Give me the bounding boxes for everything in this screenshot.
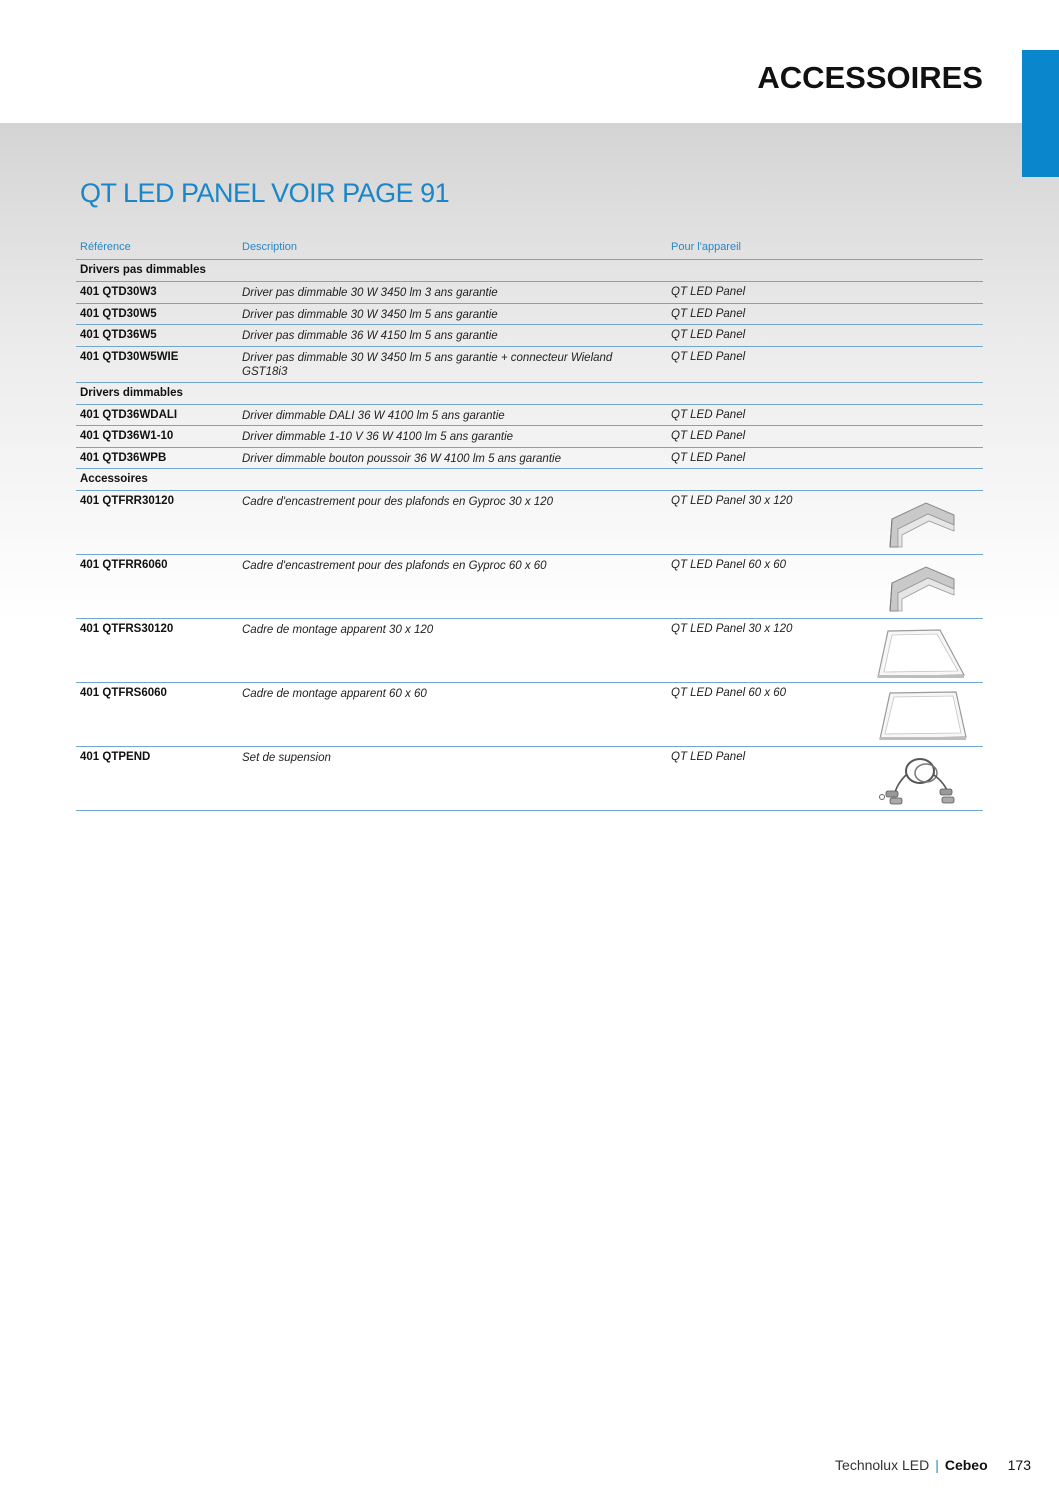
- column-header-device: Pour l'appareil: [671, 241, 741, 253]
- row-description: Set de supension: [242, 752, 331, 764]
- group-title: Drivers dimmables: [80, 386, 183, 399]
- row-description: Driver pas dimmable 30 W 3450 lm 5 ans garantie: [242, 308, 498, 321]
- row-description: Cadre de montage apparent 30 x 120: [242, 624, 434, 636]
- row-description: Driver pas dimmable 36 W 4150 lm 5 ans garantie: [242, 330, 498, 342]
- surface-frame-icon: [876, 689, 971, 744]
- table-row: [76, 405, 983, 427]
- page-footer: [835, 1457, 1031, 1473]
- row-description: Driver pas dimmable 30 W 3450 lm 3 ans garantie: [242, 287, 498, 299]
- row-reference: 401 QTFRS6060: [80, 687, 167, 699]
- group-header-drivers-dimmable: [76, 383, 983, 405]
- table-row: [76, 683, 983, 747]
- table-row: [76, 448, 983, 470]
- row-description: Driver dimmable bouton poussoir 36 W 4100 lm 5 ans garantie: [242, 452, 561, 465]
- footer-brand: Cebeo: [944, 1457, 988, 1473]
- row-device: QT LED Panel 30 x 120: [671, 495, 793, 507]
- section-title: QT LED PANEL VOIR PAGE 91: [80, 178, 450, 208]
- row-reference: 401 QTFRR6060: [80, 559, 168, 571]
- surface-frame-icon: [876, 625, 971, 680]
- row-description: Cadre d'encastrement pour des plafonds en Gyproc 30 x 120: [242, 496, 553, 508]
- row-device: QT LED Panel: [671, 307, 746, 320]
- row-reference: 401 QTD30W3: [80, 286, 157, 298]
- table-row: [76, 491, 983, 555]
- footer-series: Technolux LED: [835, 1457, 930, 1473]
- row-description: Driver dimmable DALI 36 W 4100 lm 5 ans garantie: [242, 409, 505, 422]
- page-number: 173: [1007, 1457, 1031, 1473]
- row-device: QT LED Panel: [671, 329, 746, 341]
- row-reference: 401 QTD30W5WIE: [80, 350, 179, 363]
- row-device: QT LED Panel 60 x 60: [671, 559, 787, 571]
- section-tab-marker: [1022, 50, 1059, 177]
- row-reference: 401 QTD36W1-10: [80, 430, 174, 442]
- row-device: QT LED Panel: [671, 350, 746, 363]
- group-header-drivers-non-dimmable: [76, 260, 983, 282]
- row-description: Driver pas dimmable 30 W 3450 lm 5 ans garantie + connecteur Wieland GST18i3: [242, 351, 613, 378]
- row-description: Cadre d'encastrement pour des plafonds en Gyproc 60 x 60: [242, 560, 547, 572]
- group-title: Drivers pas dimmables: [80, 264, 206, 276]
- row-reference: 401 QTD36W5: [80, 329, 157, 341]
- table-row: [76, 325, 983, 347]
- suspension-cable-icon: [876, 753, 971, 808]
- table-row: [76, 426, 983, 448]
- row-reference: 401 QTD30W5: [80, 307, 157, 320]
- table-row: [76, 347, 983, 383]
- row-device: QT LED Panel 30 x 120: [671, 623, 793, 635]
- recessed-frame-corner-icon: [876, 561, 971, 616]
- group-title: Accessoires: [80, 473, 148, 485]
- row-reference: 401 QTFRR30120: [80, 495, 174, 507]
- row-description: Driver dimmable 1-10 V 36 W 4100 lm 5 ans garantie: [242, 431, 514, 443]
- page-title: ACCESSOIRES: [757, 60, 983, 95]
- accessories-table: [76, 240, 983, 811]
- row-device: QT LED Panel: [671, 286, 746, 298]
- footer-separator: |: [935, 1457, 939, 1473]
- table-row: [76, 282, 983, 304]
- row-reference: 401 QTD36WDALI: [80, 408, 178, 421]
- table-row: [76, 747, 983, 811]
- row-device: QT LED Panel: [671, 451, 746, 464]
- row-reference: 401 QTFRS30120: [80, 623, 174, 635]
- column-header-description: Description: [242, 241, 298, 253]
- group-header-accessories: [76, 469, 983, 491]
- table-header: [76, 240, 983, 260]
- column-header-reference: Référence: [80, 241, 131, 253]
- table-row: [76, 304, 983, 326]
- table-row: [76, 619, 983, 683]
- row-device: QT LED Panel: [671, 751, 746, 763]
- row-device: QT LED Panel 60 x 60: [671, 687, 787, 699]
- row-reference: 401 QTD36WPB: [80, 451, 167, 464]
- row-device: QT LED Panel: [671, 408, 746, 421]
- table-row: [76, 555, 983, 619]
- row-reference: 401 QTPEND: [80, 751, 151, 763]
- row-description: Cadre de montage apparent 60 x 60: [242, 688, 427, 700]
- recessed-frame-corner-icon: [876, 497, 971, 552]
- row-device: QT LED Panel: [671, 430, 746, 442]
